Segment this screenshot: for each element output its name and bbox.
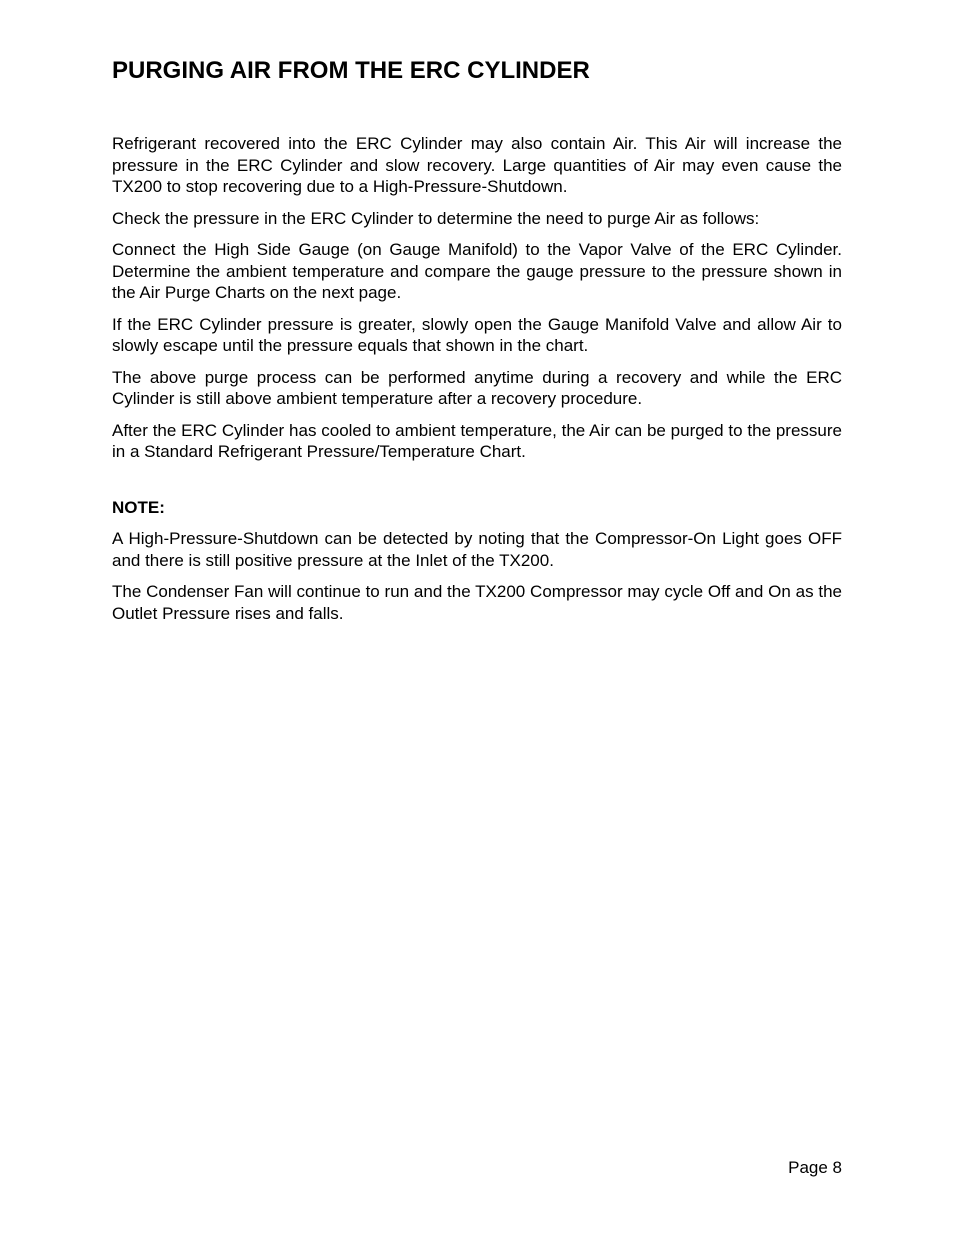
page-number: Page 8 — [788, 1158, 842, 1177]
paragraph-connect-gauge: Connect the High Side Gauge (on Gauge Manifold) to the Vapor Valve of the ERC Cylinder. Determine the ambient temperature and compare the gauge pressure to the pressure shown in the Air Purge Charts on the next page. — [112, 240, 842, 302]
note-paragraph-condenser: The Condenser Fan will continue to run and the TX200 Compressor may cycle Off and On as the Outlet Pressure rises and falls. — [112, 582, 842, 623]
document-body — [112, 133, 842, 634]
paragraph-intro: Refrigerant recovered into the ERC Cylinder may also contain Air. This Air will increase the pressure in the ERC Cylinder and slow recovery. Large quantities of Air may even cause the TX200 to stop recovering due to a High-Pressure-Shutdown. — [112, 134, 842, 196]
document-page — [112, 0, 842, 1235]
paragraph-purge-process: The above purge process can be performed anytime during a recovery and while the ERC Cylinder is still above ambient temperature after a recovery procedure. — [112, 367, 842, 408]
note-paragraph-shutdown: A High-Pressure-Shutdown can be detected by noting that the Compressor-On Light goes OFF and there is still positive pressure at the Inlet of the TX200. — [112, 529, 842, 570]
note-heading: NOTE: — [112, 497, 165, 517]
paragraph-check-pressure: Check the pressure in the ERC Cylinder to determine the need to purge Air as follows: — [112, 208, 760, 228]
page-title: PURGING AIR FROM THE ERC CYLINDER — [112, 57, 590, 84]
paragraph-open-valve: If the ERC Cylinder pressure is greater, slowly open the Gauge Manifold Valve and allow Air to slowly escape until the pressure equals that shown in the chart. — [112, 314, 842, 355]
paragraph-after-cooling: After the ERC Cylinder has cooled to ambient temperature, the Air can be purged to the pressure in a Standard Refrigerant Pressure/Temperature Chart. — [112, 420, 842, 461]
